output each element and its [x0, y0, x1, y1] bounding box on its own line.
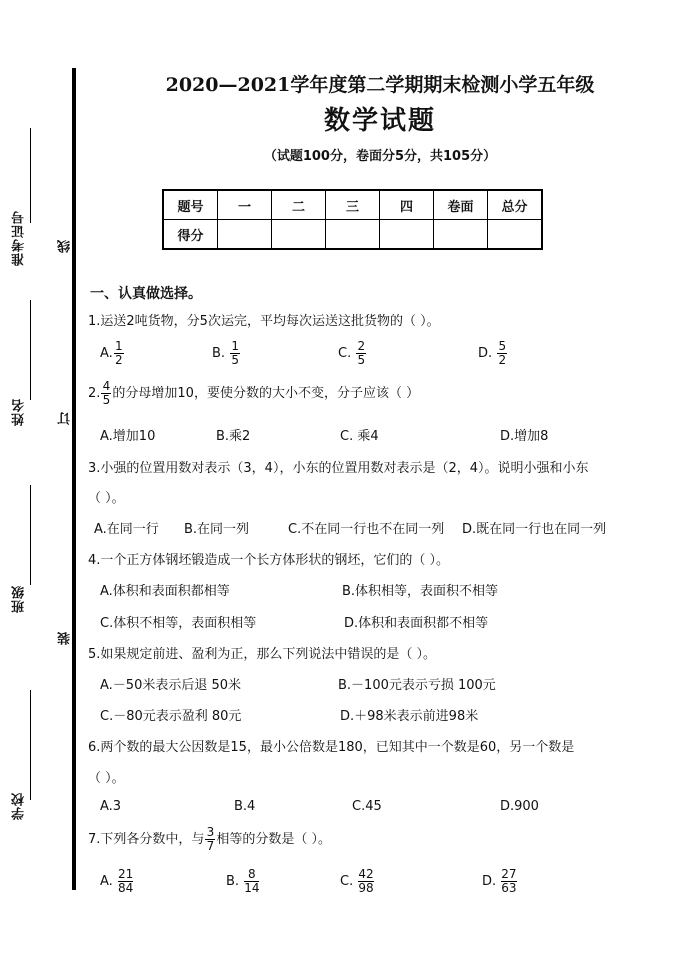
score-cell: 四 — [380, 190, 434, 220]
q5-option-b: B.－100元表示亏损 100元 — [338, 678, 496, 693]
q1-option-b: B. $\frac{1}{5}$ — [212, 339, 240, 367]
q4-option-a: A.体积和表面积都相等 — [100, 584, 230, 599]
question-3: 3.小强的位置用数对表示（3，4），小东的位置用数对表示是（2，4）。说明小强和小东 — [88, 461, 589, 476]
q1-option-d: D. $\frac{5}{2}$ — [478, 339, 507, 367]
exam-id-label: 准考证号 — [12, 210, 27, 266]
score-cell — [272, 220, 326, 250]
score-cell: 一 — [218, 190, 272, 220]
score-cell — [326, 220, 380, 250]
q2-option-d: D.增加8 — [500, 429, 549, 444]
q3-option-c: C.不在同一行也不在同一列 — [288, 522, 445, 537]
q5-option-c: C.－80元表示盈利 80元 — [100, 709, 242, 724]
q6-option-b: B.4 — [234, 799, 256, 814]
binding-word-line: 线 — [58, 240, 73, 253]
school-line — [30, 690, 31, 800]
binding-vertical-rule — [72, 68, 76, 890]
score-cell — [218, 220, 272, 250]
q7-option-a: A. $\frac{21}{84}$ — [100, 867, 134, 895]
q1-option-a: A. $\frac{1}{2}$ — [100, 339, 123, 367]
q3-option-b: B.在同一列 — [184, 522, 250, 537]
score-cell: 卷面 — [434, 190, 488, 220]
name-line — [30, 300, 31, 400]
q2-option-a: A.增加10 — [100, 429, 156, 444]
score-table-header-row — [163, 190, 542, 220]
q7-option-b: B. $\frac{8}{14}$ — [226, 867, 260, 895]
exam-id-line — [30, 128, 31, 223]
q5-option-d: D.＋98米表示前进98米 — [340, 709, 479, 724]
question-5: 5.如果规定前进、盈利为正，那么下列说法中错误的是（ ）。 — [88, 647, 437, 662]
q6-option-a: A.3 — [100, 799, 122, 814]
binding-word-staple: 订 — [58, 412, 73, 425]
score-cell — [380, 220, 434, 250]
score-cell: 题号 — [163, 190, 218, 220]
score-cell: 三 — [326, 190, 380, 220]
class-label: 班级 — [12, 585, 27, 613]
q4-option-b: B.体积相等，表面积不相等 — [342, 584, 499, 599]
name-label: 姓名 — [12, 398, 27, 426]
q5-option-a: A.－50米表示后退 50米 — [100, 678, 242, 693]
question-3-blank: （ ）。 — [88, 491, 125, 506]
score-table-score-row — [163, 220, 542, 250]
exam-score-note: （试题100分，卷面分5分，共105分） — [263, 149, 497, 164]
score-cell: 总分 — [488, 190, 543, 220]
class-line — [30, 485, 31, 585]
question-2: 2. $\frac{4}{5}$ 的分母增加10，要使分数的大小不变，分子应该（ ） — [88, 379, 420, 407]
q4-option-c: C.体积不相等，表面积相等 — [100, 616, 257, 631]
score-cell: 得分 — [163, 220, 218, 250]
q6-option-d: D.900 — [500, 799, 539, 814]
binding-word-bind: 装 — [58, 632, 73, 645]
q7-option-d: D. $\frac{27}{63}$ — [482, 867, 517, 895]
question-7: 7.下列各分数中，与 $\frac{3}{7}$ 相等的分数是（ ）。 — [88, 825, 332, 853]
question-6-blank: （ ）。 — [88, 771, 125, 786]
q3-option-d: D.既在同一行也在同一列 — [462, 522, 607, 537]
q6-option-c: C.45 — [352, 799, 382, 814]
question-1: 1.运送2吨货物，分5次运完，平均每次运送这批货物的（ ）。 — [88, 314, 440, 329]
q4-option-d: D.体积和表面积都不相等 — [344, 616, 489, 631]
q7-option-c: C. $\frac{42}{98}$ — [340, 867, 374, 895]
q1-option-c: C. $\frac{2}{5}$ — [338, 339, 366, 367]
score-cell — [434, 220, 488, 250]
score-table — [162, 189, 543, 250]
section-title: 一、认真做选择。 — [90, 286, 202, 302]
q2-option-c: C. 乘4 — [340, 429, 379, 444]
question-6: 6.两个数的最大公因数是15，最小公倍数是180，已知其中一个数是60，另一个数是 — [88, 740, 575, 755]
q3-option-a: A.在同一行 — [94, 522, 159, 537]
school-label: 学校 — [12, 792, 27, 820]
exam-subject: 数学试题 — [323, 106, 436, 136]
question-4: 4.一个正方体钢坯锻造成一个长方体形状的钢坯，它们的（ ）。 — [88, 553, 450, 568]
score-cell: 二 — [272, 190, 326, 220]
score-cell — [488, 220, 543, 250]
q2-option-b: B.乘2 — [216, 429, 251, 444]
exam-title-line: 2020—2021学年度第二学期期末检测小学五年级 — [165, 74, 595, 96]
